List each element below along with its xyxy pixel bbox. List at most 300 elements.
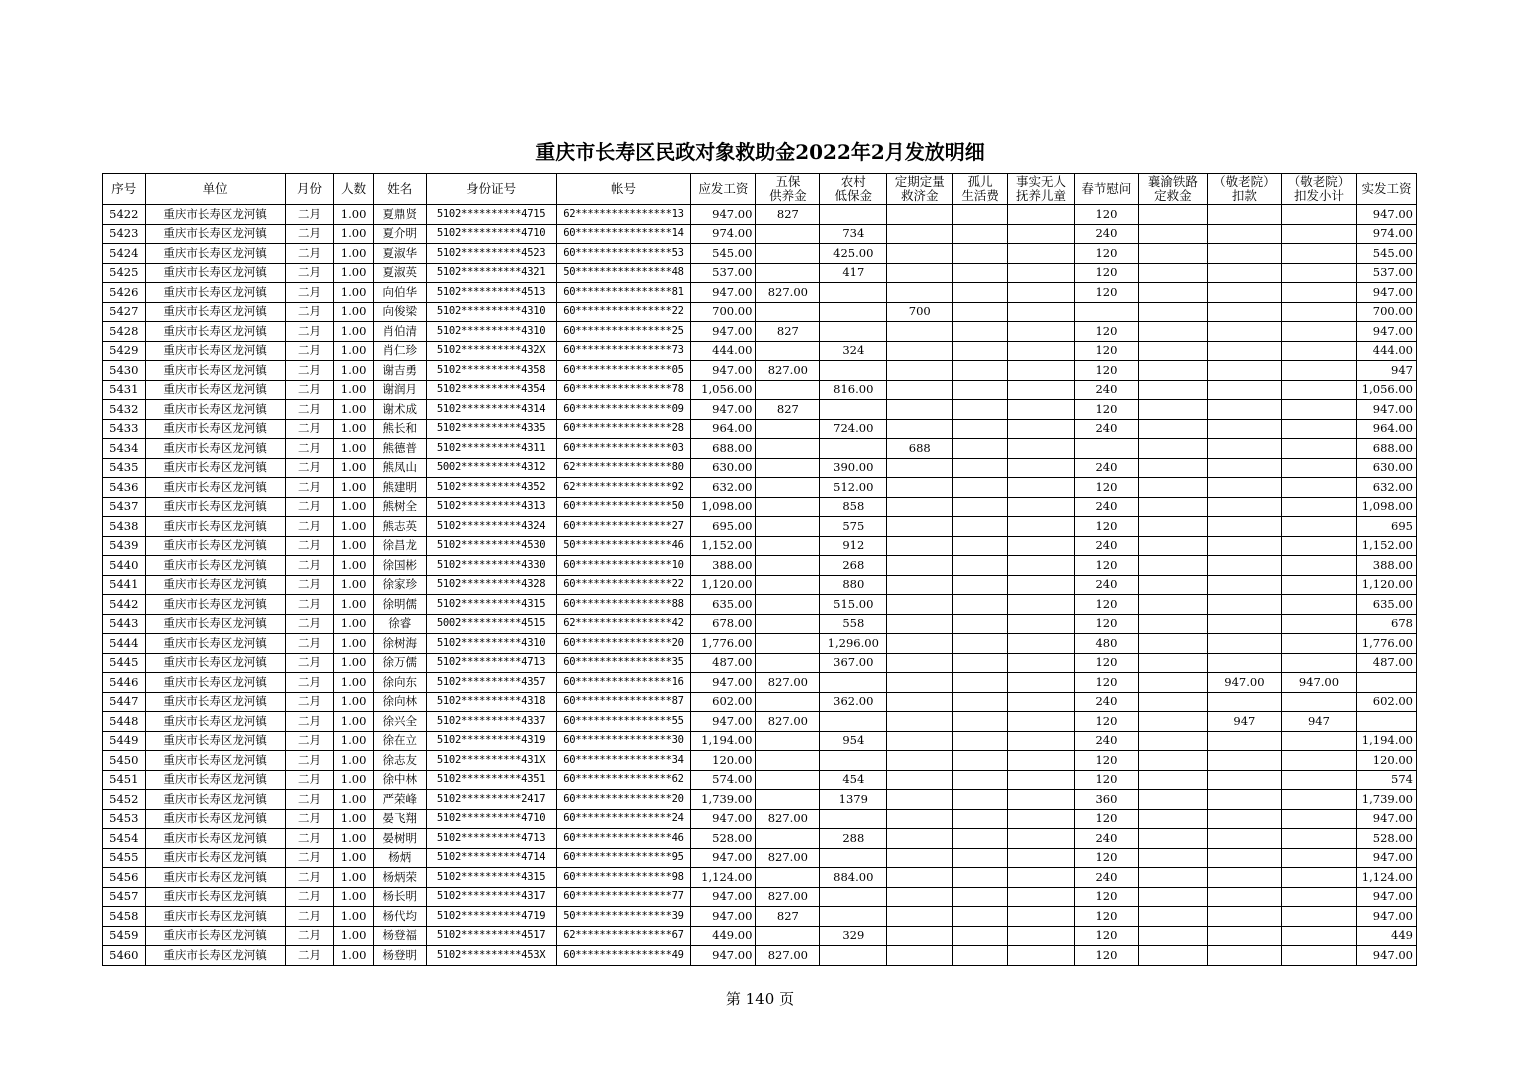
table-cell <box>1281 614 1356 634</box>
table-cell: 734 <box>820 224 887 244</box>
table-row <box>103 595 1417 615</box>
table-cell: 向伯华 <box>373 283 426 303</box>
table-cell: 635.00 <box>1357 595 1417 615</box>
table-cell <box>1207 458 1281 478</box>
table-row <box>103 205 1417 225</box>
table-cell <box>887 770 953 790</box>
table-cell <box>1008 478 1075 498</box>
table-cell: 240 <box>1074 458 1138 478</box>
table-cell: 62****************67 <box>556 926 691 946</box>
table-cell: 二月 <box>285 497 334 517</box>
table-cell <box>756 575 820 595</box>
table-cell: 60****************28 <box>556 419 691 439</box>
table-cell <box>756 341 820 361</box>
column-header: 定期定量 救济金 <box>887 174 953 205</box>
table-cell <box>953 380 1008 400</box>
table-row <box>103 380 1417 400</box>
table-cell <box>953 614 1008 634</box>
table-cell <box>1138 283 1207 303</box>
table-cell: 120 <box>1074 341 1138 361</box>
table-cell <box>1008 205 1075 225</box>
table-cell <box>887 497 953 517</box>
table-cell: 120 <box>1074 926 1138 946</box>
table-cell: 947.00 <box>691 887 756 907</box>
table-cell: 880 <box>820 575 887 595</box>
table-cell <box>953 439 1008 459</box>
table-cell <box>953 712 1008 732</box>
table-row <box>103 673 1417 693</box>
table-cell <box>887 263 953 283</box>
table-cell <box>756 439 820 459</box>
table-cell: 二月 <box>285 263 334 283</box>
table-cell: 688.00 <box>1357 439 1417 459</box>
table-cell: 449 <box>1357 926 1417 946</box>
table-cell: 谢术成 <box>373 400 426 420</box>
table-cell <box>756 263 820 283</box>
table-cell: 5102**********4513 <box>426 283 556 303</box>
table-cell <box>1008 224 1075 244</box>
table-cell <box>953 887 1008 907</box>
table-cell: 947.00 <box>1357 946 1417 966</box>
table-cell: 5102**********4357 <box>426 673 556 693</box>
table-cell <box>953 848 1008 868</box>
table-cell <box>1008 634 1075 654</box>
table-cell: 60****************22 <box>556 575 691 595</box>
table-cell <box>1281 380 1356 400</box>
table-cell: 5440 <box>103 556 146 576</box>
table-cell: 1,120.00 <box>1357 575 1417 595</box>
table-cell: 徐志友 <box>373 751 426 771</box>
table-cell <box>953 497 1008 517</box>
table-cell: 388.00 <box>691 556 756 576</box>
table-cell <box>756 556 820 576</box>
table-cell <box>820 907 887 927</box>
table-cell <box>887 692 953 712</box>
table-cell: 5102**********4310 <box>426 302 556 322</box>
table-row <box>103 556 1417 576</box>
table-cell: 60****************46 <box>556 829 691 849</box>
table-cell: 487.00 <box>691 653 756 673</box>
table-cell: 635.00 <box>691 595 756 615</box>
table-cell: 5102**********4713 <box>426 653 556 673</box>
table-cell: 5102**********4321 <box>426 263 556 283</box>
table-cell: 5447 <box>103 692 146 712</box>
table-cell: 827 <box>756 907 820 927</box>
table-cell <box>1008 439 1075 459</box>
table-cell: 1.00 <box>334 458 374 478</box>
table-cell: 二月 <box>285 536 334 556</box>
table-cell <box>887 341 953 361</box>
table-cell <box>1138 458 1207 478</box>
table-cell: 1.00 <box>334 653 374 673</box>
page-number: 第 140 页 <box>725 990 795 1008</box>
table-cell <box>1281 868 1356 888</box>
table-cell: 1.00 <box>334 263 374 283</box>
column-header: 孤儿 生活费 <box>953 174 1008 205</box>
table-cell <box>887 400 953 420</box>
table-cell: 二月 <box>285 517 334 537</box>
table-cell <box>1138 536 1207 556</box>
table-cell: 1.00 <box>334 302 374 322</box>
table-cell: 62****************13 <box>556 205 691 225</box>
table-cell <box>1281 302 1356 322</box>
table-cell: 5102**********4314 <box>426 400 556 420</box>
table-cell <box>953 419 1008 439</box>
table-cell: 二月 <box>285 283 334 303</box>
table-row <box>103 887 1417 907</box>
table-cell <box>887 653 953 673</box>
table-row <box>103 634 1417 654</box>
table-cell: 1.00 <box>334 283 374 303</box>
table-cell: 1.00 <box>334 478 374 498</box>
table-cell: 60****************73 <box>556 341 691 361</box>
table-cell <box>1138 400 1207 420</box>
table-cell: 重庆市长寿区龙河镇 <box>145 458 285 478</box>
table-cell: 二月 <box>285 829 334 849</box>
table-cell <box>953 926 1008 946</box>
table-cell: 947.00 <box>1357 283 1417 303</box>
table-cell: 5102**********4335 <box>426 419 556 439</box>
table-row <box>103 244 1417 264</box>
table-cell <box>1074 439 1138 459</box>
table-cell: 重庆市长寿区龙河镇 <box>145 536 285 556</box>
table-cell: 947.00 <box>691 283 756 303</box>
table-cell <box>1008 361 1075 381</box>
table-row <box>103 809 1417 829</box>
table-cell: 60****************53 <box>556 244 691 264</box>
table-cell <box>756 224 820 244</box>
table-cell: 947.00 <box>1357 322 1417 342</box>
table-cell <box>1281 926 1356 946</box>
table-cell: 5102**********4530 <box>426 536 556 556</box>
table-cell: 5426 <box>103 283 146 303</box>
table-cell: 240 <box>1074 497 1138 517</box>
table-cell <box>887 731 953 751</box>
table-cell: 二月 <box>285 946 334 966</box>
table-cell: 974.00 <box>1357 224 1417 244</box>
table-cell: 5435 <box>103 458 146 478</box>
table-cell: 1.00 <box>334 673 374 693</box>
table-cell: 杨登福 <box>373 926 426 946</box>
table-cell: 重庆市长寿区龙河镇 <box>145 848 285 868</box>
table-cell: 120 <box>1074 283 1138 303</box>
table-cell <box>887 380 953 400</box>
table-cell: 二月 <box>285 653 334 673</box>
table-cell <box>1281 848 1356 868</box>
table-cell: 二月 <box>285 322 334 342</box>
table-cell <box>1008 673 1075 693</box>
table-cell <box>1008 731 1075 751</box>
table-cell <box>756 692 820 712</box>
table-cell <box>887 790 953 810</box>
table-cell: 60****************95 <box>556 848 691 868</box>
table-cell <box>1281 341 1356 361</box>
table-cell: 858 <box>820 497 887 517</box>
table-cell <box>953 205 1008 225</box>
table-cell: 杨长明 <box>373 887 426 907</box>
table-cell: 884.00 <box>820 868 887 888</box>
table-cell: 二月 <box>285 731 334 751</box>
table-cell: 60****************03 <box>556 439 691 459</box>
table-cell <box>953 634 1008 654</box>
table-cell <box>1138 692 1207 712</box>
table-cell <box>953 478 1008 498</box>
table-cell: 5424 <box>103 244 146 264</box>
table-cell: 487.00 <box>1357 653 1417 673</box>
table-cell <box>820 673 887 693</box>
table-cell <box>953 673 1008 693</box>
table-cell <box>1281 400 1356 420</box>
table-cell: 5439 <box>103 536 146 556</box>
column-header: 应发工资 <box>691 174 756 205</box>
table-cell: 1.00 <box>334 341 374 361</box>
table-cell: 827.00 <box>756 848 820 868</box>
table-cell <box>1281 536 1356 556</box>
table-cell <box>953 322 1008 342</box>
table-cell: 1.00 <box>334 517 374 537</box>
table-cell: 947.00 <box>1357 809 1417 829</box>
table-cell: 1.00 <box>334 809 374 829</box>
table-cell: 1.00 <box>334 751 374 771</box>
table-cell <box>1207 614 1281 634</box>
table-cell: 240 <box>1074 829 1138 849</box>
table-cell <box>953 400 1008 420</box>
table-cell: 5453 <box>103 809 146 829</box>
table-cell: 徐向东 <box>373 673 426 693</box>
document-title: 重庆市长寿区民政对象救助金2022年2月发放明细 <box>535 140 985 164</box>
table-cell <box>887 868 953 888</box>
table-cell: 528.00 <box>1357 829 1417 849</box>
table-cell: 60****************25 <box>556 322 691 342</box>
table-cell: 5460 <box>103 946 146 966</box>
table-cell: 454 <box>820 770 887 790</box>
table-cell <box>1207 341 1281 361</box>
table-cell: 徐中林 <box>373 770 426 790</box>
table-cell: 947.00 <box>691 400 756 420</box>
table-cell: 449.00 <box>691 926 756 946</box>
table-cell <box>887 614 953 634</box>
table-cell <box>1008 497 1075 517</box>
table-cell: 60****************50 <box>556 497 691 517</box>
table-cell <box>756 536 820 556</box>
table-row <box>103 400 1417 420</box>
table-cell: 5102**********4315 <box>426 868 556 888</box>
table-cell: 947.00 <box>1357 887 1417 907</box>
table-cell: 120.00 <box>1357 751 1417 771</box>
table-cell: 重庆市长寿区龙河镇 <box>145 809 285 829</box>
table-cell: 重庆市长寿区龙河镇 <box>145 868 285 888</box>
table-cell: 徐昌龙 <box>373 536 426 556</box>
table-cell: 947.00 <box>1357 907 1417 927</box>
table-cell: 688.00 <box>691 439 756 459</box>
table-cell: 5102**********4337 <box>426 712 556 732</box>
table-cell <box>1281 829 1356 849</box>
table-cell: 5102**********4324 <box>426 517 556 537</box>
table-cell: 1,194.00 <box>1357 731 1417 751</box>
table-cell: 947 <box>1281 712 1356 732</box>
table-cell: 574.00 <box>691 770 756 790</box>
table-cell: 5102**********4517 <box>426 926 556 946</box>
column-header: 身份证号 <box>426 174 556 205</box>
table-cell: 974.00 <box>691 224 756 244</box>
table-cell: 二月 <box>285 634 334 654</box>
table-cell <box>1281 595 1356 615</box>
table-cell: 632.00 <box>691 478 756 498</box>
table-cell: 二月 <box>285 419 334 439</box>
table-cell: 5450 <box>103 751 146 771</box>
table-cell: 947.00 <box>691 946 756 966</box>
table-cell: 695.00 <box>691 517 756 537</box>
table-cell: 严荣峰 <box>373 790 426 810</box>
table-cell: 5456 <box>103 868 146 888</box>
table-cell <box>1008 283 1075 303</box>
table-cell: 5445 <box>103 653 146 673</box>
table-cell: 60****************10 <box>556 556 691 576</box>
table-cell: 5451 <box>103 770 146 790</box>
table-cell: 120 <box>1074 263 1138 283</box>
table-cell <box>953 556 1008 576</box>
table-cell: 5102**********4310 <box>426 322 556 342</box>
table-header-row <box>103 174 1417 205</box>
table-cell: 熊德普 <box>373 439 426 459</box>
table-cell: 二月 <box>285 575 334 595</box>
table-cell <box>1207 205 1281 225</box>
table-cell: 5437 <box>103 497 146 517</box>
table-cell: 1,056.00 <box>1357 380 1417 400</box>
table-cell: 重庆市长寿区龙河镇 <box>145 887 285 907</box>
table-cell <box>1281 790 1356 810</box>
table-cell: 827 <box>756 322 820 342</box>
table-cell: 700 <box>887 302 953 322</box>
table-row <box>103 653 1417 673</box>
table-cell: 120 <box>1074 751 1138 771</box>
table-cell: 558 <box>820 614 887 634</box>
table-cell <box>820 712 887 732</box>
table-cell <box>1207 302 1281 322</box>
table-cell: 二月 <box>285 439 334 459</box>
table-cell <box>1207 731 1281 751</box>
table-cell: 602.00 <box>1357 692 1417 712</box>
table-cell: 二月 <box>285 809 334 829</box>
table-cell: 二月 <box>285 692 334 712</box>
table-cell: 夏淑华 <box>373 244 426 264</box>
table-cell: 120 <box>1074 848 1138 868</box>
table-cell: 1.00 <box>334 868 374 888</box>
table-cell: 熊长和 <box>373 419 426 439</box>
table-cell: 5002**********4515 <box>426 614 556 634</box>
table-cell <box>1008 419 1075 439</box>
table-cell <box>887 634 953 654</box>
table-cell <box>1207 653 1281 673</box>
table-cell <box>953 868 1008 888</box>
table-cell <box>756 380 820 400</box>
table-cell: 947.00 <box>691 809 756 829</box>
table-cell <box>1138 868 1207 888</box>
table-cell <box>1207 517 1281 537</box>
table-cell: 120 <box>1074 653 1138 673</box>
table-cell <box>953 224 1008 244</box>
table-cell: 二月 <box>285 302 334 322</box>
table-cell: 602.00 <box>691 692 756 712</box>
table-cell: 60****************87 <box>556 692 691 712</box>
table-cell <box>1138 634 1207 654</box>
table-cell: 徐明儒 <box>373 595 426 615</box>
table-cell <box>1281 517 1356 537</box>
table-cell: 重庆市长寿区龙河镇 <box>145 283 285 303</box>
table-cell <box>1207 907 1281 927</box>
table-cell: 徐向林 <box>373 692 426 712</box>
table-cell <box>1138 829 1207 849</box>
table-cell: 重庆市长寿区龙河镇 <box>145 770 285 790</box>
table-cell: 5429 <box>103 341 146 361</box>
table-cell: 120 <box>1074 361 1138 381</box>
table-cell <box>1207 751 1281 771</box>
table-cell: 1.00 <box>334 224 374 244</box>
table-cell: 60****************55 <box>556 712 691 732</box>
table-cell <box>1008 536 1075 556</box>
table-cell <box>887 887 953 907</box>
table-cell: 二月 <box>285 790 334 810</box>
table-cell: 240 <box>1074 575 1138 595</box>
table-row <box>103 575 1417 595</box>
table-cell: 徐国彬 <box>373 556 426 576</box>
table-cell <box>1008 400 1075 420</box>
table-cell <box>1207 809 1281 829</box>
table-cell <box>756 614 820 634</box>
table-cell <box>887 595 953 615</box>
table-cell <box>1008 712 1075 732</box>
table-cell: 5102**********4715 <box>426 205 556 225</box>
table-cell <box>1138 848 1207 868</box>
table-cell: 425.00 <box>820 244 887 264</box>
table-cell: 1.00 <box>334 790 374 810</box>
table-cell: 827.00 <box>756 946 820 966</box>
table-cell: 964.00 <box>1357 419 1417 439</box>
table-cell: 重庆市长寿区龙河镇 <box>145 400 285 420</box>
table-cell: 240 <box>1074 380 1138 400</box>
table-cell <box>820 439 887 459</box>
table-cell: 1.00 <box>334 595 374 615</box>
table-cell: 362.00 <box>820 692 887 712</box>
table-cell: 熊凤山 <box>373 458 426 478</box>
table-cell: 5102**********4317 <box>426 887 556 907</box>
table-cell: 120 <box>1074 595 1138 615</box>
table-cell: 熊建明 <box>373 478 426 498</box>
table-cell: 240 <box>1074 224 1138 244</box>
table-cell: 重庆市长寿区龙河镇 <box>145 263 285 283</box>
table-cell <box>1207 361 1281 381</box>
table-cell: 1.00 <box>334 731 374 751</box>
table-cell <box>756 926 820 946</box>
table-cell: 947.00 <box>1357 400 1417 420</box>
table-cell <box>1207 575 1281 595</box>
table-cell <box>820 322 887 342</box>
table-cell: 二月 <box>285 341 334 361</box>
table-cell <box>1281 634 1356 654</box>
table-cell: 1.00 <box>334 419 374 439</box>
table-cell <box>1008 809 1075 829</box>
table-cell: 632.00 <box>1357 478 1417 498</box>
table-cell: 二月 <box>285 244 334 264</box>
table-cell: 重庆市长寿区龙河镇 <box>145 517 285 537</box>
table-cell <box>953 751 1008 771</box>
table-row <box>103 790 1417 810</box>
column-header: 襄渝铁路 定救金 <box>1138 174 1207 205</box>
table-cell: 5102**********4719 <box>426 907 556 927</box>
table-cell: 574 <box>1357 770 1417 790</box>
table-cell: 60****************14 <box>556 224 691 244</box>
table-cell <box>887 907 953 927</box>
